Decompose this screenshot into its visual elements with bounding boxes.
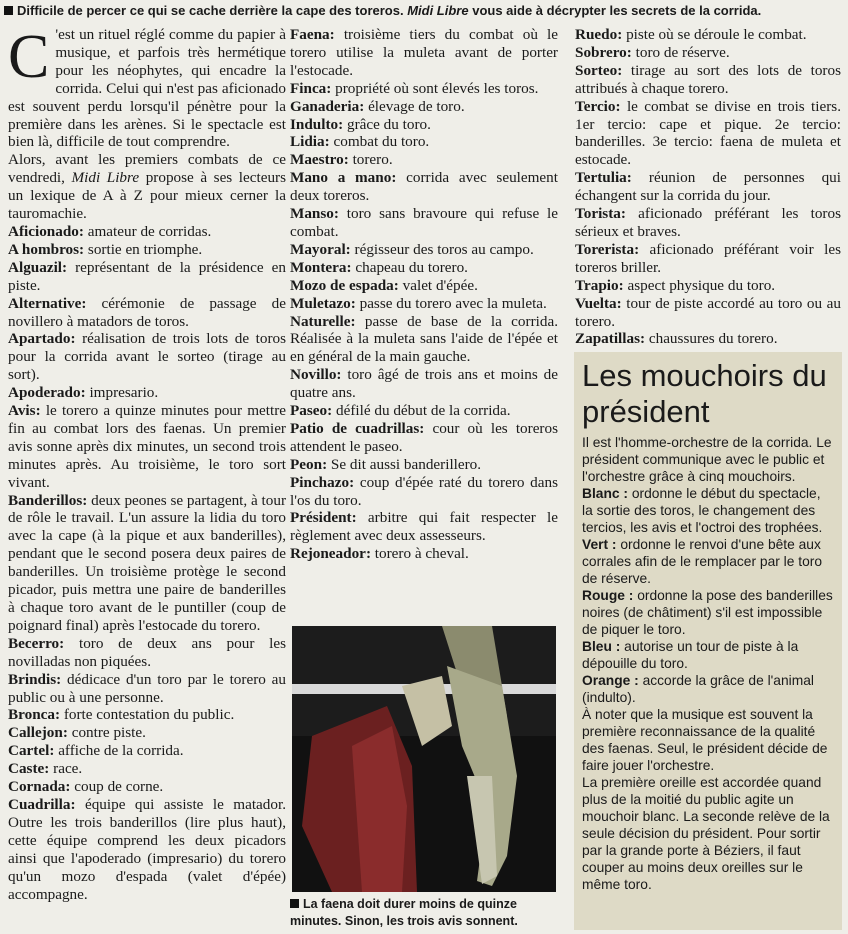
sidebar-body [574,430,842,893]
term-separator: : [81,294,102,312]
lexicon-entry [575,330,841,348]
term-separator: : [350,312,365,330]
column-1 [8,23,287,903]
term-separator: : [49,742,59,760]
lexicon-term: Montera [290,258,347,276]
lexicon-entry [575,62,841,98]
term-separator: : [615,97,627,115]
sidebar-outro-2: La première oreille est accordée quand plus de la moitié du public agite un mouchoir blanc. La seconde relève de la seule décision du président. Pour sortir par la grande porte à Béziers, il faut couper au moins deux oreilles sur le même toro. [582,775,830,892]
lexicon-entry [8,402,286,492]
lexicon-definition: le torero a quinze minutes pour mettre fin au combat lors des faenas. Un premier avis sonne après dix minutes, un second trois minutes après. Au troisième, le toro sort vivant. [8,402,286,491]
lexicon-entry [8,760,286,778]
lexicon-entry [575,169,841,205]
lexicon-term: Pinchazo [290,473,350,491]
lexicon-entry [8,724,286,742]
intro-text-2a: Alors, avant les premiers combats de ce vendredi, [8,151,286,187]
lexicon-term: Becerro [8,634,60,652]
lexicon-definition: toro âgé de trois ans et moins de quatre ans. [290,366,559,402]
intro-publication: Midi Libre [71,169,140,187]
lexicon-term: Mano a mano [290,169,392,187]
term-separator: : [56,670,68,688]
term-separator: : [338,115,347,133]
term-separator: : [620,205,639,223]
lexicon-entry [8,384,286,402]
lexicon-entry [575,44,841,62]
bullet-square-icon [290,899,299,908]
intro-paragraph-2 [8,151,286,223]
lexicon-definition: le combat se divise en trois tiers. 1er tercio: cape et pique. 2e tercio: banderilles. 3e tercio: faena de muleta et estocade. [575,97,842,169]
lexicon-entry [290,205,558,241]
lexicon-entry [575,26,841,44]
lexicon-definition: chapeau du torero. [355,258,468,276]
lexicon-term: Alternative [8,294,82,312]
term-separator: : [349,473,360,491]
term-separator: : [365,545,375,563]
lexicon-term: Ruedo [575,26,618,43]
lexicon-entry [290,169,558,205]
sidebar-intro: Il est l'homme-orchestre de la corrida. Le président communique avec le public et l'orchestre grâce à cinq mouchoirs. [582,435,832,484]
term-separator: : [78,222,88,240]
lexicon-definition: piste où se déroule le combat. [626,26,807,43]
lexicon-term: Novillo [290,366,337,384]
matador-illustration [292,626,556,892]
lexicon-entry [8,295,286,331]
bullet-square-icon [4,6,13,15]
matador-photo [292,626,556,892]
lexicon-definition: passe de base de la corrida. Réalisée à la muleta sans l'aide de l'épée et en général de la main gauche. [290,312,558,366]
handkerchief-meaning: ordonne la pose des banderilles noires (de châtiment) s'il est impossible de piquer le toro. [582,588,833,637]
color-separator: : [608,537,621,552]
term-separator: : [350,294,360,312]
term-separator: : [44,760,54,778]
intro-text-2c: propose à ses lecteurs un lexique de A à Z pour mieux cerner la tauromachie. [8,169,287,223]
article-header [4,2,844,20]
term-separator: : [351,509,368,527]
lexicon-entry [290,151,558,169]
lexicon-definition: troisième tiers du combat où le torero utilise la muleta avant de porter l'estocade. [290,26,558,79]
dropcap: C [8,23,50,91]
handkerchief-color: Bleu [582,639,612,654]
term-separator: : [327,402,336,420]
term-separator: : [616,294,627,312]
lexicon-entry [290,313,558,367]
lexicon-list-2 [290,26,558,563]
handkerchief-meaning: accorde la grâce de l'animal (indulto). [582,673,814,705]
lexicon-term: Naturelle [290,312,351,330]
lexicon-entry [290,366,558,402]
lexicon-definition: torero. [352,151,393,169]
term-separator: : [626,169,649,187]
lexicon-term: Sorteo [575,61,618,79]
lexicon-definition: impresario. [89,384,159,402]
term-separator: : [343,151,353,169]
lexicon-entry [8,223,286,241]
term-separator: : [82,491,92,509]
lexicon-definition: tirage au sort des lots de toros attribués à chaque torero. [575,61,841,97]
lexicon-term: Banderillos [8,491,83,509]
lexicon-entry [290,545,558,563]
lexicon-entry [8,706,286,724]
lexicon-entry [290,133,558,151]
color-separator: : [630,673,643,688]
term-separator: : [329,26,344,43]
handkerchief-color: Rouge [582,588,625,603]
lexicon-definition: élevage de toro. [368,97,465,115]
term-separator: : [79,240,88,258]
term-separator: : [640,330,649,348]
handkerchief-entry [582,638,834,672]
column-2 [290,26,558,563]
caption-text: La faena doit durer moins de quinze minutes. Sinon, les trois avis sonnent. [290,897,518,928]
term-separator: : [333,205,347,223]
sidebar-outro-1: À noter que la musique est souvent la première reconnaissance de la qualité des faenas. Seul, le président décide de faire jouer l'orchestre. [582,707,828,773]
header-text-a: Difficile de percer ce qui se cache derrière la cape des toreros. [17,3,404,18]
handkerchief-entry [582,672,834,706]
lexicon-term: Ganaderia [290,97,360,115]
lexicon-entry [8,742,286,760]
lexicon-entry [8,241,286,259]
lexicon-term: Vuelta [575,294,617,312]
lexicon-entry [8,796,286,903]
lexicon-entry [290,402,558,420]
lexicon-term: Manso [290,205,334,223]
lexicon-entry [290,241,558,259]
term-separator: : [54,706,64,724]
term-separator: : [626,43,636,61]
lexicon-term: Lidia [290,133,325,151]
sidebar-box [574,352,842,930]
term-separator: : [617,26,627,43]
lexicon-definition: amateur de corridas. [87,222,212,240]
term-separator: : [62,724,72,742]
lexicon-term: Alguazil [8,258,63,276]
lexicon-term: Callejon [8,724,63,742]
lexicon-entry [575,241,841,277]
lexicon-term: Avis [8,402,36,420]
lexicon-term: Faena [290,26,330,43]
term-separator: : [326,79,336,97]
lexicon-list-1 [8,223,286,903]
lexicon-entry [8,259,286,295]
color-separator: : [611,639,625,654]
handkerchief-color: Vert [582,537,609,552]
lexicon-term: Peon [290,455,323,473]
term-separator: : [62,258,76,276]
lexicon-entry [290,80,558,98]
handkerchief-list [582,485,834,706]
lexicon-term: Rejoneador [290,545,366,563]
header-text-c: vous aide à décrypter les secrets de la corrida. [472,3,762,18]
lexicon-term: Muletazo [290,294,351,312]
term-separator: : [618,276,628,294]
lexicon-definition: grâce du toro. [346,115,431,133]
lexicon-term: Maestro [290,151,344,169]
intro-paragraph-1 [8,23,286,151]
lexicon-entry [290,116,558,134]
handkerchief-entry [582,587,834,638]
lexicon-definition: deux peones se partagent, à tour de rôle le travail. L'un assure la lidia du toro avec la cape (à la pique et aux banderilles), pendant que le second posera deux paires de banderilles. Un troisième protège le second picador, puis mettra une paire de banderilles à chaque toro avant de le puntiller (coup de poignard final) après l'estocade du torero. [8,491,287,634]
lexicon-term: Apoderado [8,384,81,402]
term-separator: : [80,384,90,402]
handkerchief-color: Orange [582,673,631,688]
lexicon-definition: race. [53,760,83,778]
lexicon-term: A hombros [8,240,80,258]
lexicon-definition: combat du toro. [333,133,430,151]
lexicon-term: Sobrero [575,43,627,61]
column-3 [575,26,841,348]
lexicon-definition: dédicace d'un toro par le torero au public ou à une personne. [8,670,287,706]
lexicon-term: Indulto [290,115,339,133]
lexicon-entry [8,778,286,796]
lexicon-definition: propriété où sont élevés les toros. [335,79,539,97]
lexicon-entry [575,295,841,331]
lexicon-definition: torero à cheval. [374,545,469,563]
lexicon-entry [575,205,841,241]
term-separator: : [59,634,79,652]
lexicon-definition: affiche de la corrida. [58,742,184,760]
lexicon-entry [8,671,286,707]
lexicon-definition: arbitre qui fait respecter le règlement avec deux assesseurs. [290,509,558,545]
lexicon-term: Patio de cuadrillas [290,419,420,437]
handkerchief-entry [582,485,834,536]
term-separator: : [70,795,85,813]
lexicon-entry [290,509,558,545]
lexicon-entry [290,26,558,80]
intro-text-1: 'est un rituel réglé comme du papier à musique, et parfois très hermétique pour les néophytes, qui encadre la corrida. Celui qui n'est pas aficionado est souvent perdu lorsqu'il pénètre pour la première dans les arènes. Si le spectacle est bien là, difficile de tout comprendre. [8,26,286,151]
lexicon-entry [8,635,286,671]
lexicon-entry [290,277,558,295]
lexicon-entry [290,474,558,510]
lexicon-definition: coup de corne. [74,778,164,796]
lexicon-definition: représentant de la présidence en piste. [8,258,286,294]
lexicon-term: Mayoral [290,240,346,258]
lexicon-entry [575,277,841,295]
term-separator: : [391,169,407,187]
lexicon-definition: sortie en triomphe. [87,240,203,258]
lexicon-entry [290,259,558,277]
term-separator: : [324,133,334,151]
lexicon-definition: aficionado préférant voir les toreros briller. [575,240,841,276]
lexicon-definition: passe du torero avec la muleta. [359,294,547,312]
lexicon-entry [290,98,558,116]
term-separator: : [617,61,631,79]
lexicon-definition: régisseur des toros au campo. [354,240,534,258]
lexicon-definition: toro sans bravoure qui refuse le combat. [290,205,558,240]
lexicon-definition: valet d'épée. [402,276,478,294]
lexicon-definition: toro de deux ans pour les novilladas non piquées. [8,634,286,670]
lexicon-definition: Se dit aussi banderillero. [330,455,482,473]
header-publication: Midi Libre [407,3,469,18]
lexicon-entry [575,98,841,170]
term-separator: : [419,419,433,437]
lexicon-term: Brindis [8,670,57,688]
lexicon-entry [8,492,286,635]
lexicon-definition: cour où les toreros attendent le paseo. [290,419,558,455]
handkerchief-meaning: ordonne le renvoi d'une bête aux corrales afin de le remplacer par le toro de réserve. [582,537,823,586]
lexicon-definition: coup d'épée raté du torero dans l'os du toro. [290,473,559,509]
term-separator: : [322,455,331,473]
lexicon-term: Mozo de espada [290,276,394,294]
term-separator: : [35,402,46,420]
term-separator: : [345,240,355,258]
lexicon-term: Paseo [290,402,328,420]
lexicon-definition: équipe qui assiste le matador. Outre les trois banderillos (lire plus haut), cette équipe comprend les deux picadors ainsi que l'apoderado (impresario) du torero qu'un mozo d'espada (valet d'épée) accompagne. [8,795,286,903]
lexicon-definition: défilé du début de la corrida. [335,402,511,420]
lexicon-term: Tercio [575,97,616,115]
lexicon-definition: réunion de personnes qui échangent sur la corrida du jour. [575,169,841,205]
lexicon-term: Aficionado [8,222,79,240]
term-separator: : [346,258,356,276]
term-separator: : [70,330,83,348]
handkerchief-meaning: ordonne le début du spectacle, la sortie des toros, le changement des tercios, les avis et l'octroi des trophées. [582,486,823,535]
lexicon-term: Cornada [8,778,66,796]
lexicon-definition: cérémonie de passage de novillero à matadors de toros. [8,294,286,330]
lexicon-term: Finca [290,79,327,97]
color-separator: : [624,588,638,603]
photo-caption [290,896,558,930]
lexicon-definition: chaussures du torero. [648,330,778,348]
lexicon-definition: corrida avec seulement deux toreros. [290,169,558,205]
lexicon-term: Zapatillas [575,330,640,348]
term-separator: : [393,276,403,294]
color-separator: : [619,486,632,501]
lexicon-term: Torerista [575,240,635,258]
lexicon-list-3 [575,26,841,348]
sidebar-title: Les mouchoirs du président [582,358,827,429]
lexicon-term: Caste [8,760,45,778]
lexicon-term: Président [290,509,352,527]
lexicon-term: Apartado [8,330,71,348]
lexicon-definition: aficionado préférant les toros sérieux et braves. [575,205,841,240]
lexicon-entry [290,456,558,474]
lexicon-definition: réalisation de trois lots de toros pour la corrida avant le sorteo (tirage au sort). [8,330,287,384]
lexicon-definition: tour de piste accordé au toro ou au torero. [575,294,841,330]
term-separator: : [65,778,75,796]
term-separator: : [634,240,650,258]
lexicon-definition: aspect physique du toro. [627,276,776,294]
lexicon-term: Bronca [8,706,55,724]
lexicon-term: Cuadrilla [8,795,71,813]
lexicon-definition: forte contestation du public. [63,706,235,724]
lexicon-term: Trapio [575,276,619,294]
lexicon-term: Torista [575,205,621,223]
lexicon-entry [290,420,558,456]
lexicon-definition: toro de réserve. [635,43,730,61]
lexicon-entry [290,295,558,313]
lexicon-term: Tertulia [575,169,627,187]
lexicon-entry [8,330,286,384]
term-separator: : [359,97,369,115]
lexicon-definition: contre piste. [71,724,146,742]
handkerchief-color: Blanc [582,486,620,501]
handkerchief-meaning: autorise un tour de piste à la dépouille du toro. [582,639,799,671]
lexicon-term: Cartel [8,742,50,760]
term-separator: : [336,366,348,384]
handkerchief-entry [582,536,834,587]
